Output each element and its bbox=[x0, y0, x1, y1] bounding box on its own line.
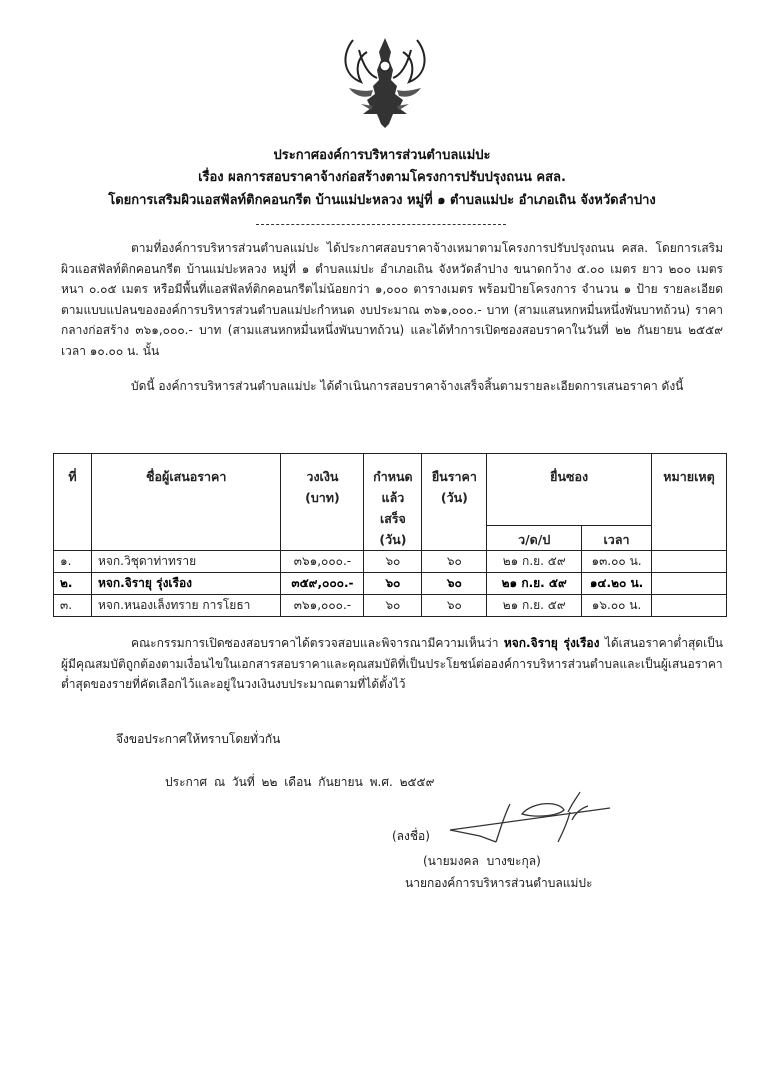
divider-line bbox=[256, 224, 506, 225]
cell-date: ๒๑ ก.ย. ๕๙ bbox=[487, 595, 582, 617]
cell-bidder: หจก.วิชุดาท่าทราย bbox=[91, 551, 281, 573]
bid-results-table bbox=[53, 453, 727, 617]
body-paragraph-3 bbox=[61, 633, 723, 695]
body-paragraph-1 bbox=[61, 238, 723, 361]
cell-remarks bbox=[651, 595, 726, 617]
cell-validity: ๖๐ bbox=[422, 573, 487, 595]
cell-deadline: ๖๐ bbox=[364, 551, 422, 573]
cell-bidder: หจก.หนองเล็งทราย การโยธา bbox=[91, 595, 281, 617]
paragraph-3-text: คณะกรรมการเปิดซองสอบราคาได้ตรวจสอบและพิจารณามีความเห็นว่า bbox=[131, 636, 504, 650]
table-row bbox=[54, 551, 727, 573]
signer-name: (นายมงคล บางขะกุล) bbox=[423, 854, 541, 868]
paragraph-1-text: ตามที่องค์การบริหารส่วนตำบลแม่ปะ ได้ประกาศสอบราคาจ้างเหมาตามโครงการปรับปรุงถนน คสล. โดยการเสริมผิวแอสฟัลท์ติกคอนกรีต บ้านแม่ปะหลวง หมู่ที่ ๑ ตำบลแม่ปะ อำเภอเถิน จังหวัดลำปาง ขนาดกว้าง ๕.๐๐ เมตร ยาว ๒๐๐ เมตร หนา ๐.๐๕ เมตร หรือมีพื้นที่แอสฟัลท์ติกคอนกรีตไม่น้อยกว่า ๑,๐๐๐ ตารางเมตร พร้อมป้ายโครงการ จำนวน ๑ ป้าย รายละเอียดตามแบบแปลนขององค์การบริหารส่วนตำบลแม่ปะกำหนด งบประมาณ ๓๖๑,๐๐๐.- บาท (สามแสนหกหมื่นหนึ่งพันบาทถ้วน) ราคากลางก่อสร้าง ๓๖๑,๐๐๐.- บาท (สามแสนหกหมื่นหนึ่งพันบาทถ้วน) และได้ทำการเปิดซองสอบราคาในวันที่ ๒๒ กันยายน ๒๕๕๙ เวลา ๑๐.๐๐ น. นั้น bbox=[61, 241, 723, 358]
header-remarks: หมายเหตุ bbox=[651, 454, 726, 551]
cell-time: ๑๓.๐๐ น. bbox=[582, 551, 652, 573]
paragraph-2-text: บัดนี้ องค์การบริหารส่วนตำบลแม่ปะ ได้ดำเนินการสอบราคาจ้างเสร็จสิ้นตามรายละเอียดการเสนอราคา ดังนี้ bbox=[131, 379, 684, 393]
announcement-subject-detail: โดยการเสริมผิวแอสฟัลท์ติกคอนกรีต บ้านแม่ปะหลวง หมู่ที่ ๑ ตำบลแม่ปะ อำเภอเถิน จังหวัดลำปาง bbox=[108, 193, 656, 208]
announcement-subject: เรื่อง ผลการสอบราคาจ้างก่อสร้างตามโครงการปรับปรุงถนน คสล. bbox=[198, 170, 566, 185]
header-submission-time: เวลา bbox=[582, 526, 652, 551]
signer-title: นายกองค์การบริหารส่วนตำบลแม่ปะ bbox=[405, 876, 593, 890]
header-validity: ยืนราคา (วัน) bbox=[422, 454, 487, 551]
header-no: ที่ bbox=[54, 454, 92, 551]
body-paragraph-2 bbox=[61, 376, 723, 397]
cell-date: ๒๑ ก.ย. ๕๙ bbox=[487, 551, 582, 573]
cell-amount: ๓๖๑,๐๐๐.- bbox=[281, 551, 364, 573]
header-submission: ยื่นซอง bbox=[487, 454, 652, 526]
header-bidder: ชื่อผู้เสนอราคา bbox=[91, 454, 281, 551]
cell-amount: ๓๕๙,๐๐๐.- bbox=[281, 573, 364, 595]
announcement-issuer: ประกาศองค์การบริหารส่วนตำบลแม่ปะ bbox=[273, 148, 491, 163]
cell-validity: ๖๐ bbox=[422, 551, 487, 573]
cell-amount: ๓๖๑,๐๐๐.- bbox=[281, 595, 364, 617]
sign-label: (ลงชื่อ) bbox=[392, 829, 430, 843]
winning-bidder: หจก.จิรายุ รุ่งเรือง bbox=[503, 636, 600, 650]
cell-no: ๓. bbox=[54, 595, 92, 617]
cell-no: ๑. bbox=[54, 551, 92, 573]
header-submission-date: ว/ด/ป bbox=[487, 526, 582, 551]
cell-deadline: ๖๐ bbox=[364, 595, 422, 617]
cell-time: ๑๖.๐๐ น. bbox=[582, 595, 652, 617]
paragraph-3-text-cont: ได้เสนอราคาต่ำสุดเป็นผู้มีคุณสมบัติถูกต้องตามเงื่อนไขในเอกสารสอบราคาและคุณสมบัติที่เป็นประโยชน์ต่อองค์การบริหารส่วนตำบลและเป็นผู้เสนอราคาต่ำสุดของรายที่คัดเลือกไว้และอยู่ในวงเงินงบประมาณตามที่ได้ตั้งไว้ bbox=[61, 636, 723, 691]
cell-deadline: ๖๐ bbox=[364, 573, 422, 595]
header-amount: วงเงิน (บาท) bbox=[281, 454, 364, 551]
cell-bidder: หจก.จิรายุ รุ่งเรือง bbox=[91, 573, 281, 595]
cell-remarks bbox=[651, 551, 726, 573]
cell-validity: ๖๐ bbox=[422, 595, 487, 617]
cell-no: ๒. bbox=[54, 573, 92, 595]
signature-icon bbox=[440, 790, 620, 850]
table-row-winner bbox=[54, 573, 727, 595]
closing-statement: จึงขอประกาศให้ทราบโดยทั่วกัน bbox=[116, 732, 281, 746]
cell-date: ๒๑ ก.ย. ๕๙ bbox=[487, 573, 582, 595]
garuda-emblem-icon bbox=[333, 30, 437, 130]
cell-time: ๑๔.๒๐ น. bbox=[582, 573, 652, 595]
announcement-date: ประกาศ ณ วันที่ ๒๒ เดือน กันยายน พ.ศ. ๒๕๕๙ bbox=[165, 775, 435, 789]
table-row bbox=[54, 595, 727, 617]
header-deadline: กำหนด แล้วเสร็จ (วัน) bbox=[364, 454, 422, 551]
cell-remarks bbox=[651, 573, 726, 595]
